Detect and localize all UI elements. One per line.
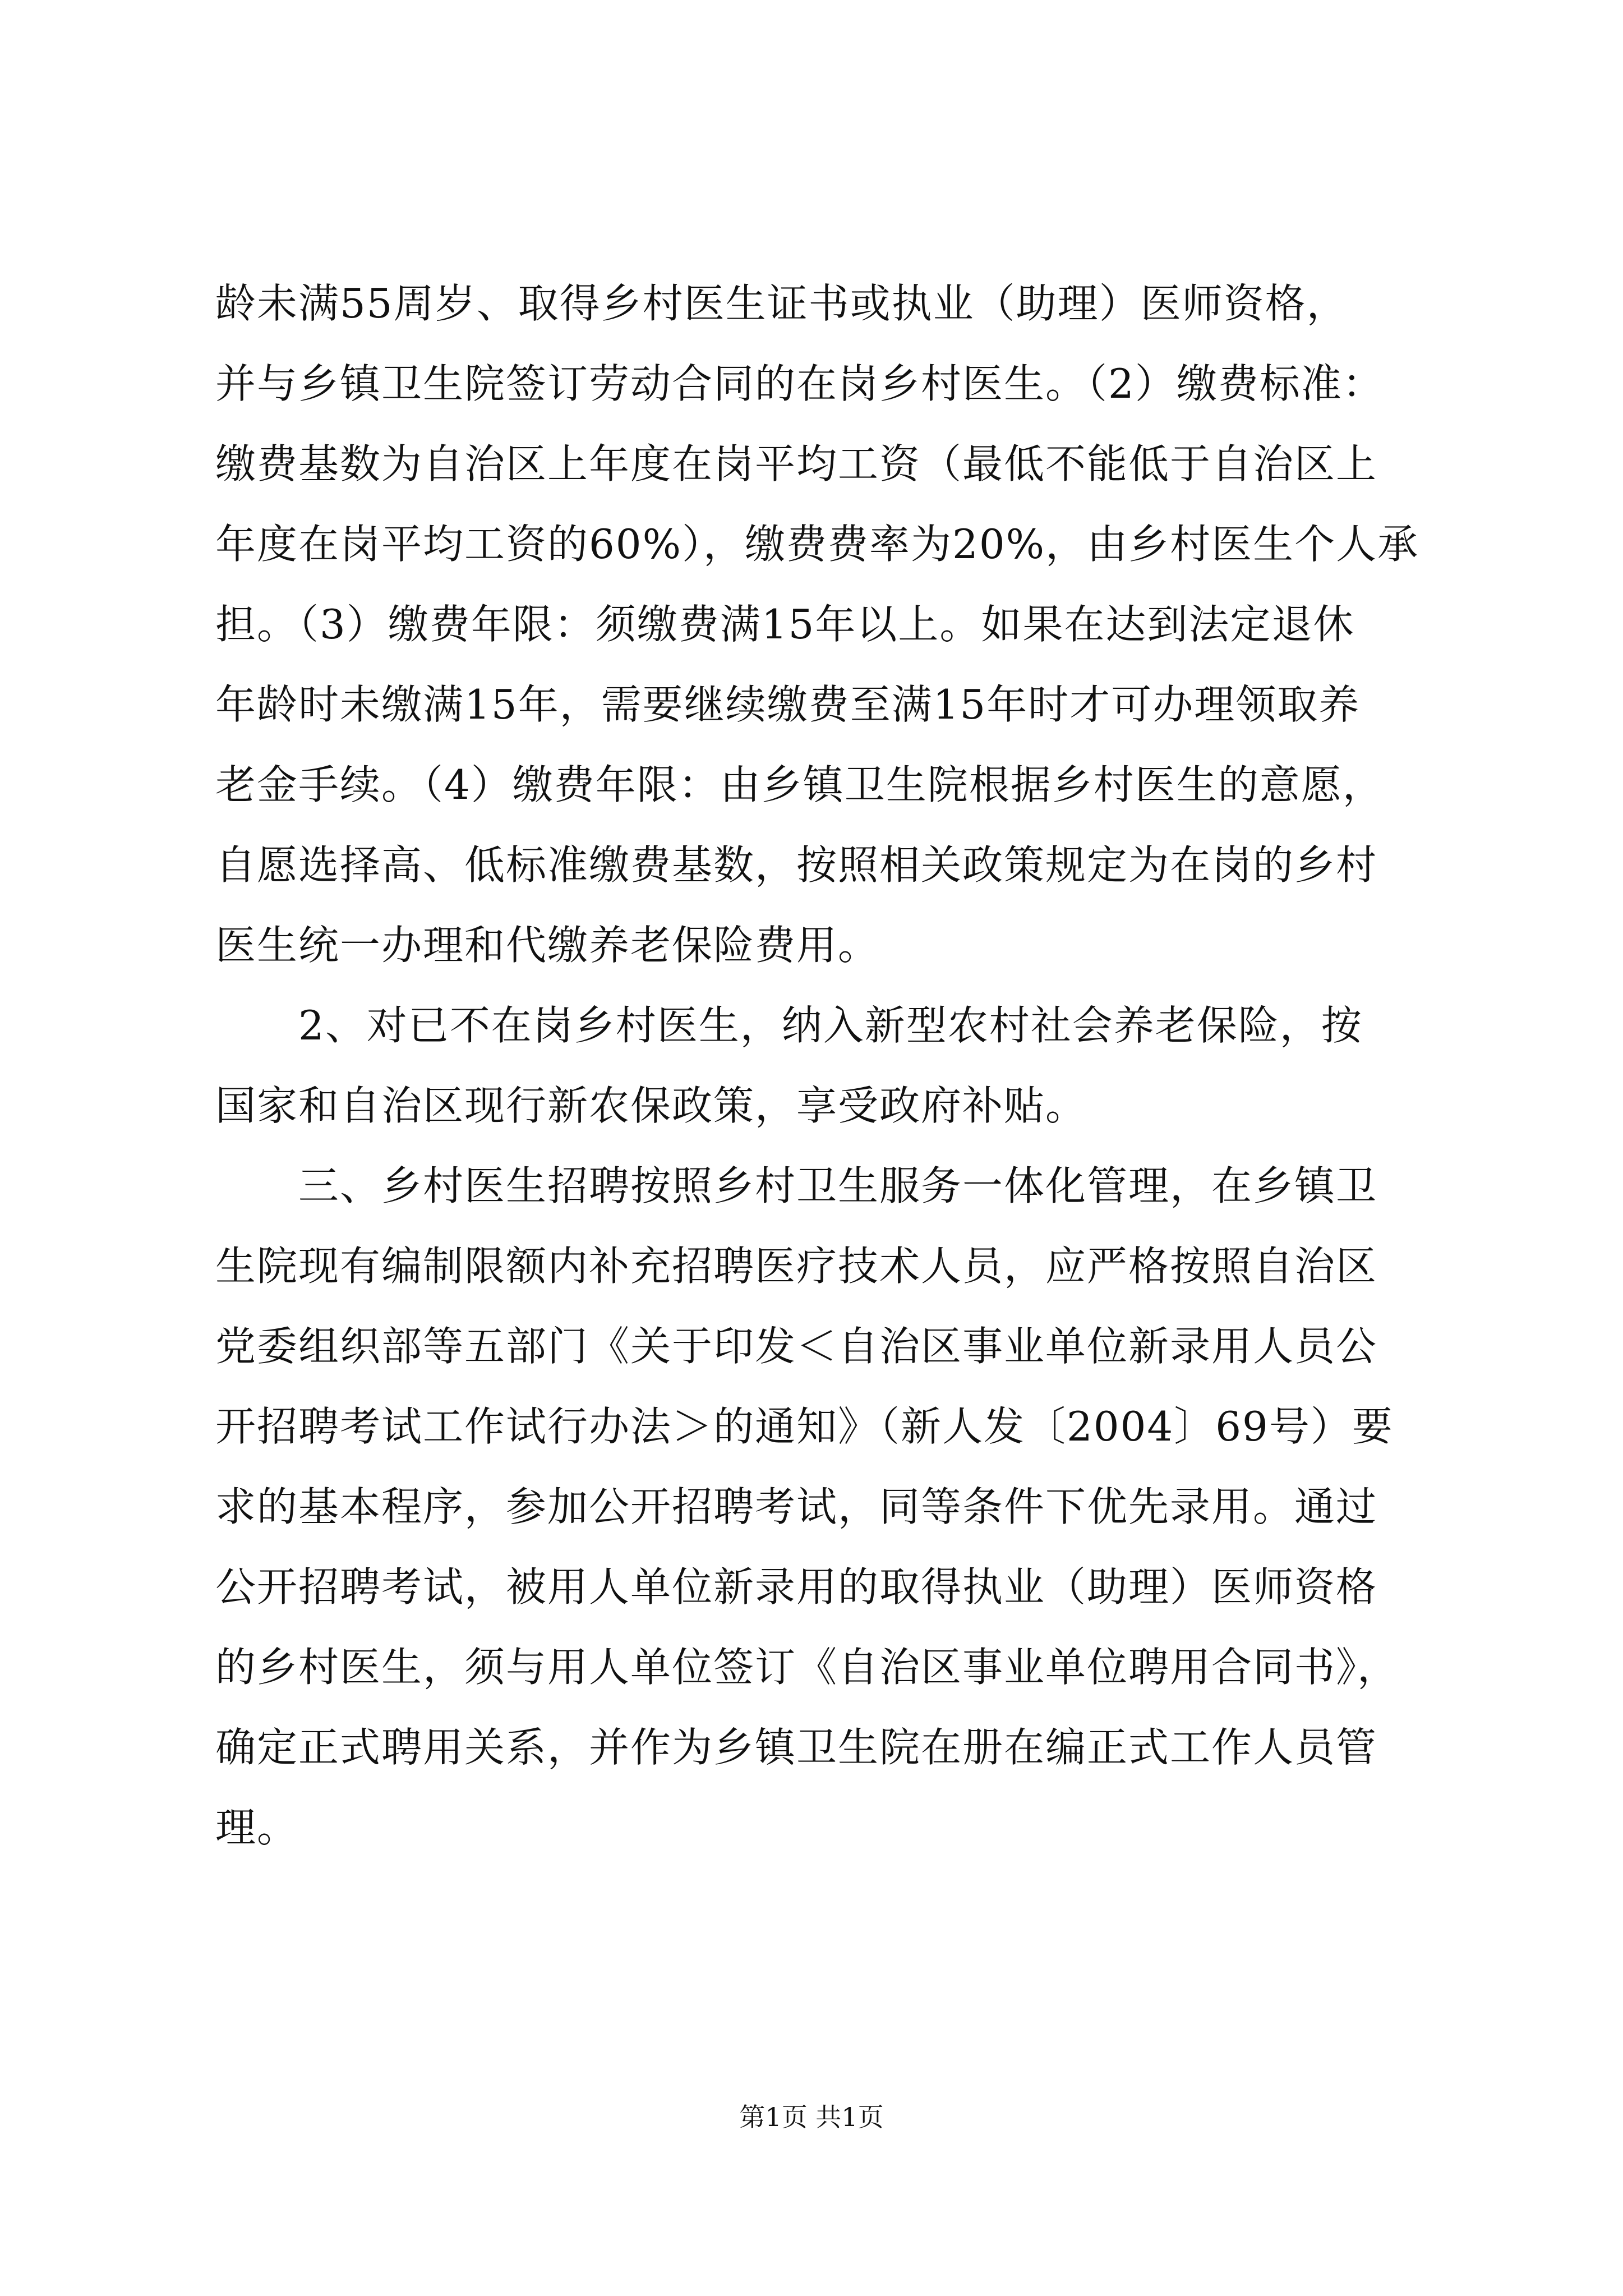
body-line: 并与乡镇卫生院签订劳动合同的在岗乡村医生。（2）缴费标准： [215,360,1384,407]
body-line: 自愿选择高、低标准缴费基数，按照相关政策规定为在岗的乡村 [215,841,1378,889]
document-body [215,264,1427,1868]
body-line: 国家和自治区现行新农保政策，享受政府补贴。 [215,1082,1087,1129]
body-line: 的乡村医生，须与用人单位签订《自治区事业单位聘用合同书》， [215,1644,1399,1691]
body-line: 龄未满55周岁、取得乡村医生证书或执业（助理）医师资格， [215,280,1348,327]
page-number-label: 第1页 共1页 [739,2102,884,2132]
body-line: 三、乡村医生招聘按照乡村卫生服务一体化管理，在乡镇卫 [215,1162,1378,1209]
body-line: 开招聘考试工作试行办法＞的通知》（新人发〔2004〕69号）要 [215,1403,1394,1450]
body-line: 确定正式聘用关系，并作为乡镇卫生院在册在编正式工作人员管 [215,1724,1378,1771]
page-footer [0,2100,1623,2134]
body-line: 党委组织部等五部门《关于印发＜自治区事业单位新录用人员公 [215,1323,1378,1370]
body-line: 年龄时未缴满15年，需要继续缴费至满15年时才可办理领取养 [215,681,1361,728]
body-line: 缴费基数为自治区上年度在岗平均工资（最低不能低于自治区上 [215,440,1378,487]
body-line: 老金手续。（4）缴费年限：由乡镇卫生院根据乡村医生的意愿， [215,761,1384,808]
body-line: 理。 [215,1804,299,1851]
body-line: 生院现有编制限额内补充招聘医疗技术人员，应严格按照自治区 [215,1243,1378,1290]
body-line: 担。（3）缴费年限：须缴费满15年以上。如果在达到法定退休 [215,601,1355,648]
body-line: 公开招聘考试，被用人单位新录用的取得执业（助理）医师资格 [215,1563,1378,1611]
body-line: 医生统一办理和代缴养老保险费用。 [215,922,880,969]
body-line: 求的基本程序，参加公开招聘考试，同等条件下优先录用。通过 [215,1483,1378,1530]
body-line: 2、对已不在岗乡村医生，纳入新型农村社会养老保险，按 [215,1002,1363,1049]
body-line: 年度在岗平均工资的60%），缴费费率为20%，由乡村医生个人承 [215,521,1419,568]
